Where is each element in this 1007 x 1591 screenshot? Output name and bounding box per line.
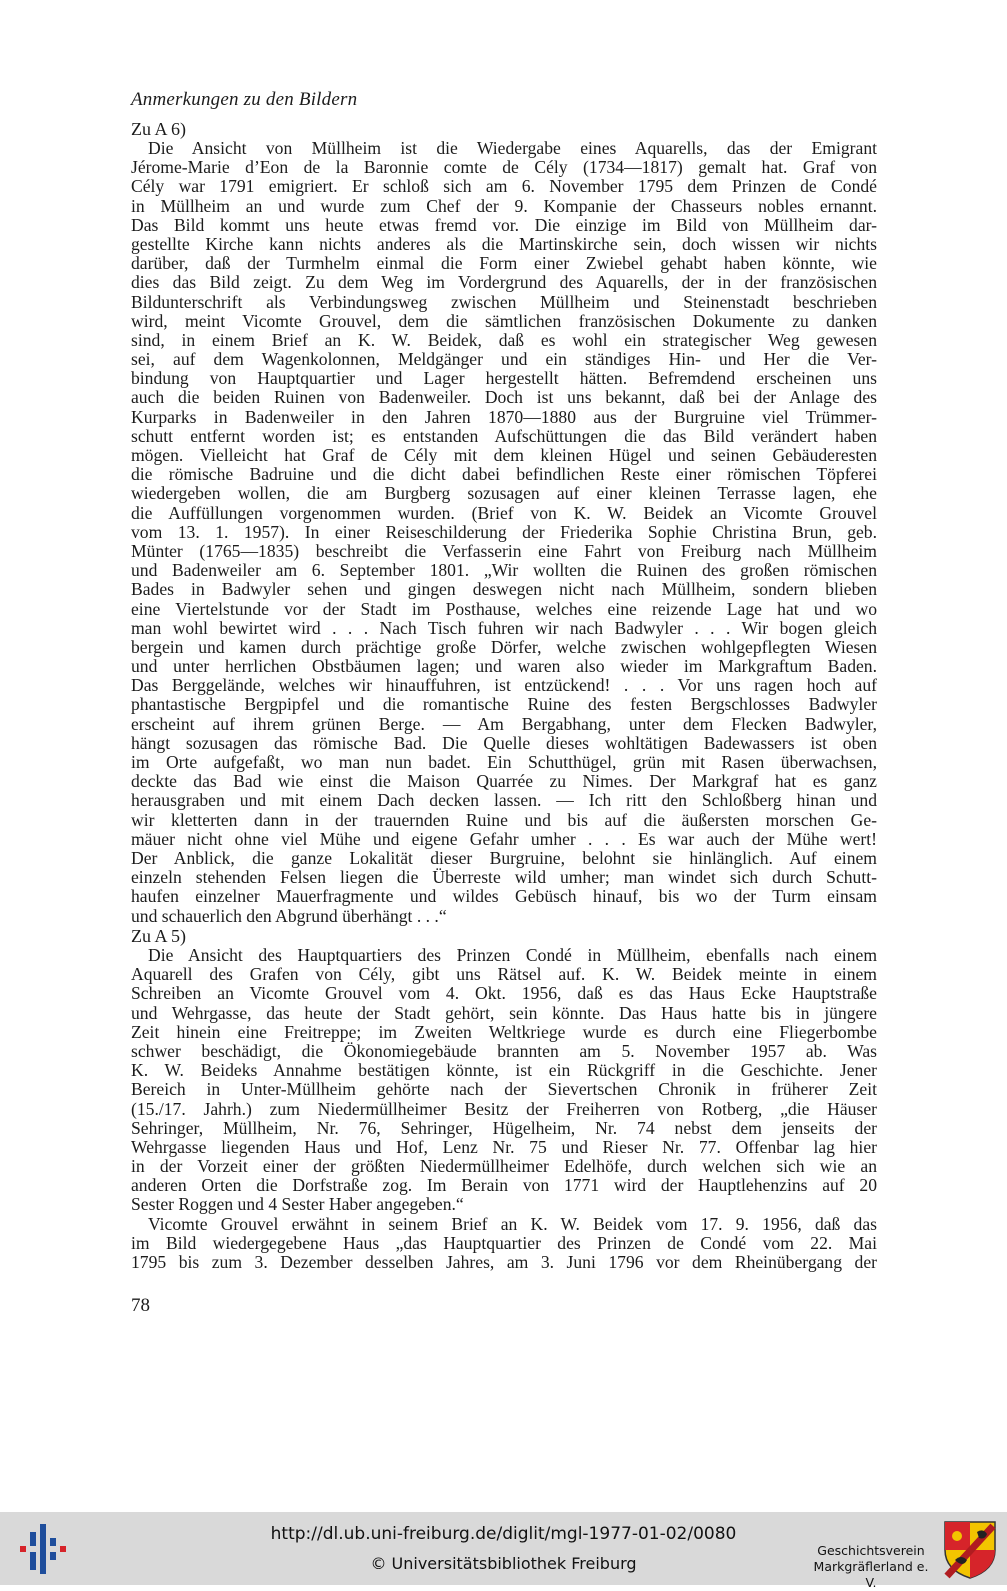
text-line: Das Berggelände, welches wir hinauffuhren, ist entzückend! . . . Vor uns ragen hoch auf [131,675,877,696]
text-line: anderen Orten die Dorfstraße zog. Im Berain von 1771 wird der Hauptlehenzins auf 20 [131,1175,877,1196]
permalink-url[interactable] [0,1524,1007,1544]
text-line: wir kletterten dann in der trauernden Ruine und bis auf die äußersten morschen Ge- [131,809,877,830]
text-line: und Badenweiler am 6. September 1801. „Wir wollten die Ruinen des großen römischen [131,560,877,581]
text-line: und schauerlich den Abgrund überhängt . . .“ [131,905,447,926]
text-line: im Orte aufgefaßt, wo man nun badet. Ein Schutthügel, grün mit Rasen überwachsen, [131,752,877,772]
text-line: Die Ansicht von Müllheim ist die Wiedergabe eines Aquarells, das der Emigrant [148,138,877,158]
permalink-link[interactable]: http://dl.ub.uni-freiburg.de/diglit/mgl-1977-01-02/0080 [270,1524,737,1544]
section-a5-text-continued [131,1215,877,1273]
section-a6-text [131,139,877,926]
section-heading-a5: Zu A 5) [131,926,187,946]
text-line: Der Anblick, die ganze Lokalität dieser Burgruine, belohnt sie hinlänglich. Auf einem [131,847,877,868]
running-head: Anmerkungen zu den Bildern [131,89,358,110]
text-line: eine Viertelstunde vor der Stadt im Posthause, welches eine reizende Lage hat und wo [131,598,877,619]
text-line: (15./17. Jahrh.) zum Niedermüllheimer Besitz der Freiherren von Rotberg, „die Häuser [131,1098,877,1119]
section-heading-a6: Zu A 6) [131,119,187,139]
text-line: Aquarell des Grafen von Cély, gibt uns Rätsel auf. K. W. Beidek meinte in einem [131,964,877,985]
text-line: darüber, daß der Turmhelm einmal die Form einer Zwiebel gehabt haben könnte, wie [131,253,877,274]
text-line: Jérome-Marie d’Eon de la Baronnie comte de Cély (1734—1817) gemalt hat. Graf von [131,157,877,178]
text-line: K. W. Beideks Annahme bestätigen könnte, ist ein Rückgriff in die Geschichte. Jener [131,1060,877,1081]
text-line: sind, in einem Brief an K. W. Beidek, daß es wohl ein strategischer Weg gewesen [131,329,877,350]
text-line: schwer beschädigt, die Ökonomiegebäude brannten am 5. November 1957 ab. Was [131,1040,877,1061]
text-line: Bades in Badwyler sehen und gingen deswegen nicht nach Müllheim, sondern blieben [131,579,877,600]
text-line: Wehrgasse liegenden Haus und Hof, Lenz Nr. 75 und Rieser Nr. 77. Offenbar lag hier [131,1136,877,1157]
text-line: Bildunterschrift als Verbindungsweg zwischen Müllheim und Steinenstadt beschrieben [131,291,877,312]
society-line-2: Markgräflerland e. V. [813,1559,929,1590]
text-line: die Auffüllungen vorgenommen wurden. (Brief von K. W. Beidek an Vicomte Grouvel [131,502,877,523]
text-line: Cély war 1791 emigriert. Er schloß sich am 6. November 1795 dem Prinzen de Condé [131,176,877,197]
text-line: 1795 bis zum 3. Dezember desselben Jahres, am 3. Juni 1796 vor dem Rheinübergang der [131,1252,877,1273]
text-line: Das Bild kommt uns heute etwas fremd vor. Die einzige im Bild von Müllheim dar- [131,214,877,235]
copyright-notice: © Universitätsbibliothek Freiburg [370,1554,637,1573]
text-line: in Müllheim an und wurde zum Chef der 9. Kompanie der Chasseurs nobles ernannt. [131,195,877,216]
text-line: Schreiben an Vicomte Grouvel vom 4. Okt. 1956, daß es das Haus Ecke Hauptstraße [131,983,877,1004]
text-line: wiedergeben wollen, die am Burgberg sozusagen auf einer kleinen Terrasse lagen, ehe [131,483,877,504]
text-line: bergein und kamen durch prächtige große Dörfer, welche zwischen wohlgepflegten Wiesen [131,636,877,657]
footer-bar [0,1512,1007,1590]
text-line: mögen. Vielleicht hat Graf de Cély mit dem kleinen Hügel und seinen Gebäuderesten [131,445,877,465]
text-line: Sester Roggen und 4 Sester Haber angegeben.“ [131,1194,464,1215]
society-line-1: Geschichtsverein [817,1543,925,1558]
page-number: 78 [131,1295,150,1316]
text-line: Vicomte Grouvel erwähnt in seinem Brief an K. W. Beidek vom 17. 9. 1956, daß das [148,1214,877,1234]
text-line: man wohl bewirtet wird . . . Nach Tisch fuhren wir nach Badwyler . . . Wir bogen gleich [131,617,877,638]
text-line: Bereich in Unter-Müllheim gehörte nach der Sievertschen Chronik in früherer Zeit [131,1079,877,1100]
coat-of-arms-icon [943,1520,997,1580]
text-line: auch die beiden Ruinen von Badenweiler. Doch ist uns bekannt, daß bei der Anlage des [131,387,877,408]
text-line: bindung von Hauptquartier und Lager hergestellt hätten. Befremdend erscheinen uns [131,368,877,389]
text-line: phantastische Bergpipfel und die romantische Ruine des festen Bergschlosses Badwyler [131,694,877,715]
text-line: Zeit hinein eine Freitreppe; im Zweiten Weltkriege wurde es durch eine Fliegerbombe [131,1021,877,1042]
text-line: und Wehrgasse, das heute der Stadt gehört, sein könnte. Das Haus hatte bis in jüngere [131,1002,877,1023]
text-line: wird, meint Vicomte Grouvel, dem die sämtlichen französischen Dokumente zu danken [131,310,877,331]
text-line: vom 13. 1. 1957). In einer Reiseschilderung der Friederika Sophie Christina Brun, geb. [131,521,877,542]
section-a5-text [131,946,877,1215]
text-line: Kurparks in Badenweiler in den Jahren 1870—1880 aus der Burgruine viel Trümmer- [131,406,877,427]
text-line: in der Vorzeit einer der größten Niedermüllheimer Edelhöfe, durch welchen sich wie an [131,1156,877,1177]
text-line: und unter herrlichen Obstbäumen lagen; und waren also wieder im Markgraftum Baden. [131,656,877,677]
text-line: deckte das Bad wie einst die Maison Quarrée zu Nimes. Der Markgraf hat es ganz [131,771,877,792]
text-line: gestellte Kirche kann nichts anderes als die Martinskirche sein, doch wissen wir nichts [131,233,877,254]
text-line: Die Ansicht des Hauptquartiers des Prinzen Condé in Müllheim, ebenfalls nach einem [148,945,877,965]
text-line: hängt sozusagen das römische Bad. Die Quelle dieses wohltätigen Badewassers ist oben [131,732,877,753]
text-line: haufen einzelner Mauerfragmente und wildes Gebüsch hinauf, bis wo der Turm einsam [131,886,877,907]
text-line: die römische Badruine und die dicht dabei befindlichen Reste einer römischen Töpferei [131,464,877,485]
text-line: im Bild wiedergegebene Haus „das Hauptquartier des Prinzen de Condé vom 22. Mai [131,1233,877,1254]
text-line: herausgraben und mit einem Dach decken lassen. — Ich ritt den Schloßberg hinan und [131,790,877,811]
society-name [812,1543,930,1591]
text-line: sei, auf dem Wagenkolonnen, Meldgänger und ein ständiges Hin- und Her die Ver- [131,349,877,370]
text-line: schutt entfernt worden ist; es entstanden Aufschüttungen die das Bild verändert haben [131,425,877,446]
text-line: dies das Bild zeigt. Zu dem Weg im Vordergrund des Aquarells, der in der französischen [131,272,877,293]
text-line: Münter (1765—1835) beschreibt die Verfasserin eine Fahrt von Freiburg nach Müllheim [131,540,877,561]
text-line: erscheint auf ihrem grünen Berge. — Am Bergabhang, unter dem Flecken Badwyler, [131,713,877,734]
text-line: Sehringer, Müllheim, Nr. 76, Sehringer, Hügelheim, Nr. 74 nebst dem jenseits der [131,1117,877,1138]
text-line: mäuer nicht ohne viel Mühe und eigene Gefahr umher . . . Es war auch der Mühe wert! [131,828,877,849]
text-line: einzeln stehenden Felsen liegen die Überreste wild umher; man windet sich durch Schutt- [131,867,877,888]
